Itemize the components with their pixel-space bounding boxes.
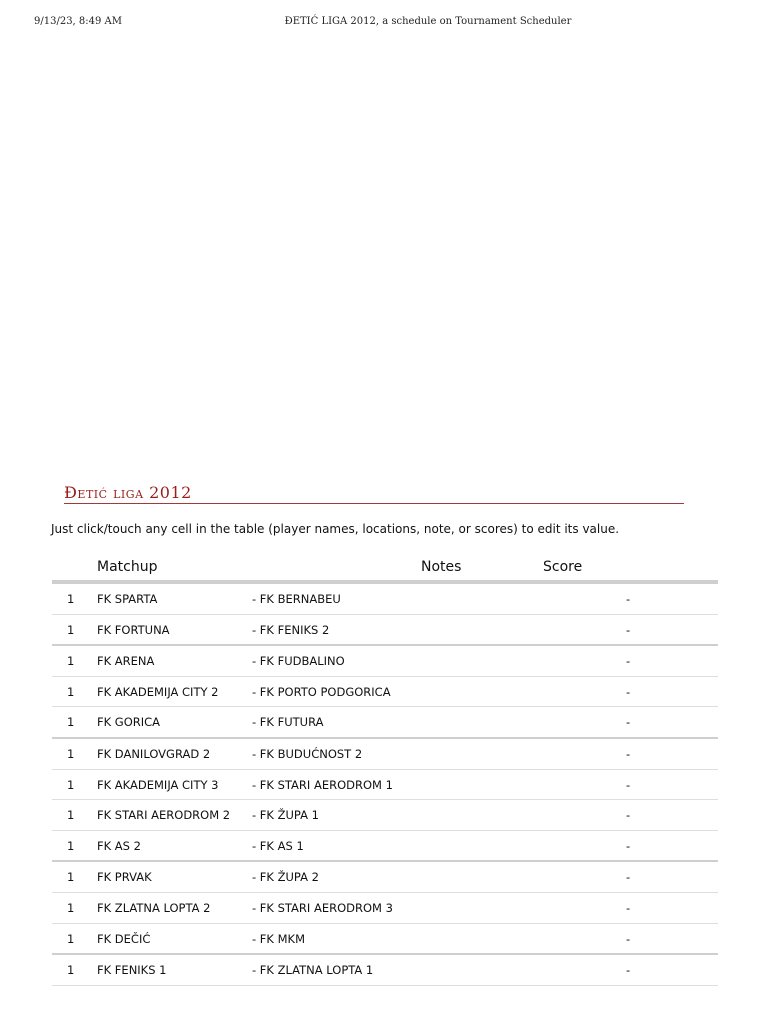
header-score: Score <box>543 559 583 575</box>
header-notes: Notes <box>421 559 462 575</box>
instructions-text: Just click/touch any cell in the table (player names, locations, note, or scores) to edit its value. <box>51 522 620 536</box>
round-cell[interactable]: 1 <box>67 777 75 792</box>
round-cell[interactable]: 1 <box>67 715 75 730</box>
table-header <box>52 556 718 584</box>
score-cell[interactable]: - <box>626 870 631 885</box>
home-team-cell[interactable]: FK GORICA <box>97 715 161 730</box>
score-cell[interactable]: - <box>626 838 631 853</box>
away-team-cell[interactable]: - FK FENIKS 2 <box>252 622 330 637</box>
home-team-cell[interactable]: FK AKADEMIJA CITY 2 <box>97 684 219 699</box>
score-cell[interactable]: - <box>626 715 631 730</box>
round-cell[interactable]: 1 <box>67 963 75 978</box>
away-team-cell[interactable]: - FK STARI AERODROM 3 <box>252 900 393 915</box>
home-team-cell[interactable]: FK ARENA <box>97 654 155 669</box>
table-row <box>52 831 718 863</box>
page-title: Đetić liga 2012 <box>64 483 192 502</box>
away-team-cell[interactable]: - FK FUTURA <box>252 715 324 730</box>
round-cell[interactable]: 1 <box>67 654 75 669</box>
table-row <box>52 924 718 956</box>
home-team-cell[interactable]: FK FORTUNA <box>97 622 170 637</box>
away-team-cell[interactable]: - FK PORTO PODGORICA <box>252 684 391 699</box>
table-row <box>52 862 718 893</box>
table-row <box>52 677 718 708</box>
away-team-cell[interactable]: - FK BERNABEU <box>252 592 341 606</box>
score-cell[interactable]: - <box>626 622 631 637</box>
round-cell[interactable]: 1 <box>67 931 75 946</box>
table-row <box>52 893 718 924</box>
print-document-title: ĐETIĆ LIGA 2012, a schedule on Tournament Scheduler <box>284 16 572 27</box>
score-cell[interactable]: - <box>626 592 631 606</box>
print-datetime: 9/13/23, 8:49 AM <box>34 16 123 27</box>
away-team-cell[interactable]: - FK BUDUĆNOST 2 <box>252 746 363 761</box>
print-header <box>0 16 768 32</box>
away-team-cell[interactable]: - FK STARI AERODROM 1 <box>252 777 393 792</box>
home-team-cell[interactable]: FK AKADEMIJA CITY 3 <box>97 777 219 792</box>
home-team-cell[interactable]: FK SPARTA <box>97 592 158 606</box>
score-cell[interactable]: - <box>626 900 631 915</box>
score-cell[interactable]: - <box>626 746 631 761</box>
table-row <box>52 646 718 677</box>
table-row <box>52 615 718 647</box>
round-cell[interactable]: 1 <box>67 684 75 699</box>
round-cell[interactable]: 1 <box>67 900 75 915</box>
round-cell[interactable]: 1 <box>67 592 75 606</box>
table-row <box>52 707 718 739</box>
table-row <box>52 584 718 615</box>
score-cell[interactable]: - <box>626 808 631 823</box>
round-cell[interactable]: 1 <box>67 622 75 637</box>
home-team-cell[interactable]: FK DANILOVGRAD 2 <box>97 746 211 761</box>
round-cell[interactable]: 1 <box>67 838 75 853</box>
round-cell[interactable]: 1 <box>67 746 75 761</box>
table-row <box>52 770 718 801</box>
home-team-cell[interactable]: FK AS 2 <box>97 838 141 853</box>
away-team-cell[interactable]: - FK ŽUPA 1 <box>252 808 319 823</box>
score-cell[interactable]: - <box>626 931 631 946</box>
score-cell[interactable]: - <box>626 963 631 978</box>
score-cell[interactable]: - <box>626 777 631 792</box>
home-team-cell[interactable]: FK FENIKS 1 <box>97 963 167 978</box>
home-team-cell[interactable]: FK DEČIĆ <box>97 931 151 946</box>
home-team-cell[interactable]: FK STARI AERODROM 2 <box>97 808 231 823</box>
away-team-cell[interactable]: - FK FUDBALINO <box>252 654 345 669</box>
table-row <box>52 800 718 831</box>
round-cell[interactable]: 1 <box>67 870 75 885</box>
schedule-table-body <box>52 584 718 986</box>
home-team-cell[interactable]: FK ZLATNA LOPTA 2 <box>97 900 211 915</box>
table-row <box>52 739 718 770</box>
title-bar <box>64 483 684 504</box>
score-cell[interactable]: - <box>626 654 631 669</box>
home-team-cell[interactable]: FK PRVAK <box>97 870 152 885</box>
round-cell[interactable]: 1 <box>67 808 75 823</box>
header-matchup: Matchup <box>97 559 158 575</box>
table-row <box>52 955 718 986</box>
away-team-cell[interactable]: - FK ZLATNA LOPTA 1 <box>252 963 374 978</box>
away-team-cell[interactable]: - FK AS 1 <box>252 838 304 853</box>
score-cell[interactable]: - <box>626 684 631 699</box>
away-team-cell[interactable]: - FK ŽUPA 2 <box>252 870 319 885</box>
away-team-cell[interactable]: - FK MKM <box>252 931 306 946</box>
